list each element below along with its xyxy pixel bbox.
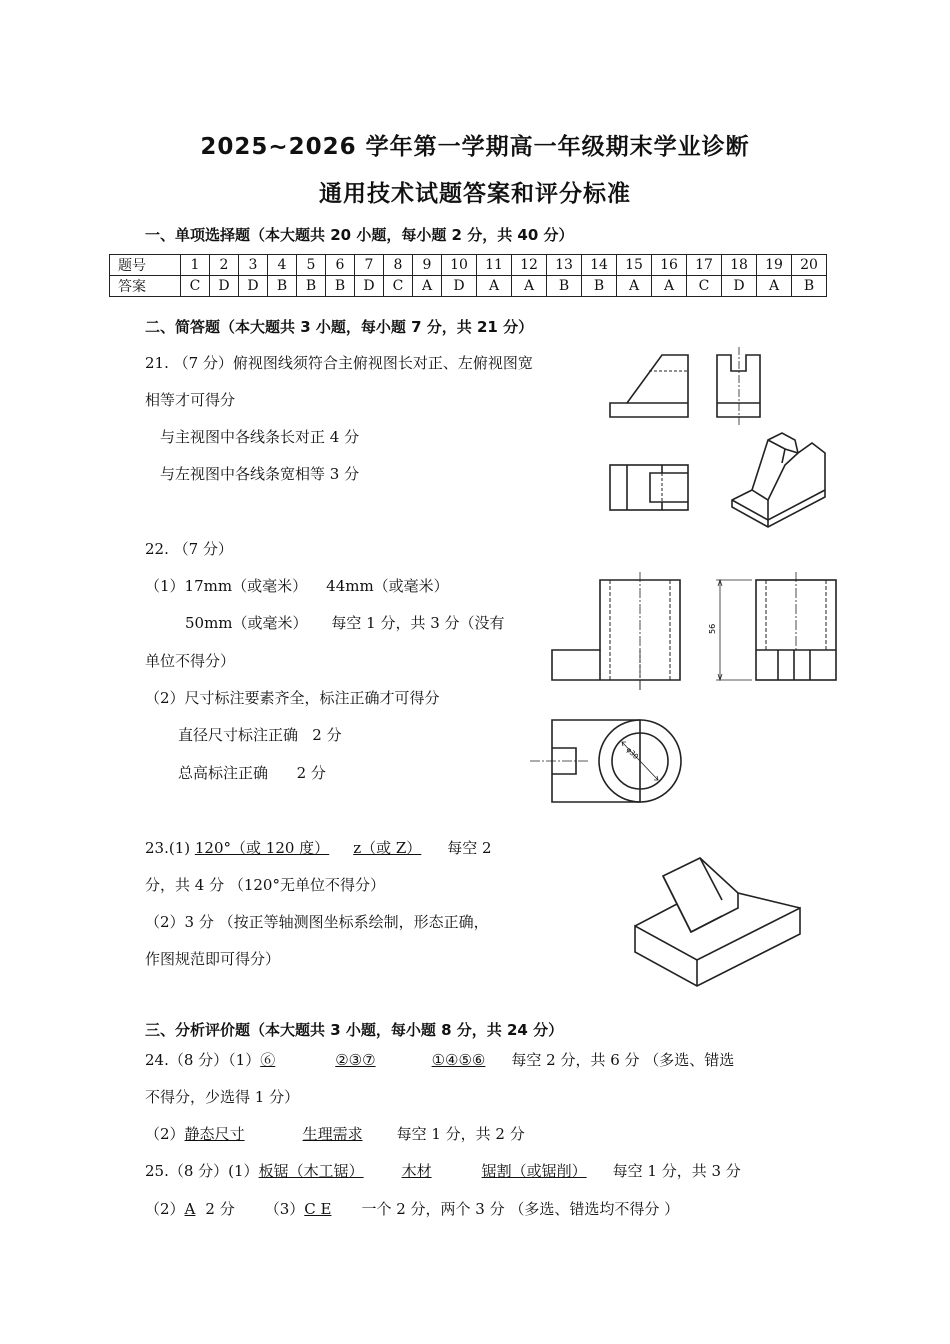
page-subtitle: 通用技术试题答案和评分标准 — [319, 181, 631, 207]
q22-line5: （2）尺寸标注要素齐全，标注正确才可得分 — [145, 689, 440, 707]
q24-part2-prefix: （2） — [145, 1125, 185, 1143]
q23-suffix: 每空 2 — [447, 839, 492, 857]
table-cell: C — [181, 276, 210, 297]
q25-blank2: 木材 — [401, 1162, 432, 1180]
q21-left-view — [717, 347, 760, 427]
q23-isometric-drawing — [625, 848, 815, 998]
table-cell: A — [413, 276, 442, 297]
q23-line4: 作图规范即可得分） — [145, 950, 281, 968]
table-cell: 13 — [547, 255, 582, 276]
q24-line2: 不得分，少选得 1 分） — [145, 1088, 300, 1106]
q25-blank3: 锯割（或锯削） — [481, 1162, 587, 1180]
q24-line3 — [145, 1123, 525, 1144]
q23-line3: （2）3 分 （按正等轴测图坐标系绘制，形态正确， — [145, 913, 489, 931]
q22-line1: 22. （7 分） — [145, 540, 233, 558]
q25-p3-suffix: 一个 2 分，两个 3 分 （多选、错选均不得分 ） — [361, 1200, 680, 1218]
table-cell: 18 — [722, 255, 757, 276]
q25-prefix: 25.（8 分）(1） — [145, 1162, 259, 1180]
q23-blank2: z（或 Z） — [353, 839, 422, 857]
table-cell: 4 — [268, 255, 297, 276]
q22-line6: 直径尺寸标注正确 2 分 — [178, 726, 342, 744]
table-cell: D — [239, 276, 268, 297]
section3-heading: 三、分析评价题（本大题共 3 小题，每小题 8 分，共 24 分） — [145, 1021, 564, 1039]
table-cell: D — [355, 276, 384, 297]
table-cell: C — [384, 276, 413, 297]
q21-top-view — [610, 465, 688, 510]
table-cell: A — [512, 276, 547, 297]
q21-line2: 相等才可得分 — [145, 391, 236, 409]
table-cell: B — [582, 276, 617, 297]
table-cell: B — [268, 276, 297, 297]
q22-diameter-dimension: φ30 — [624, 745, 640, 761]
table-cell: A — [652, 276, 687, 297]
question-number-row — [110, 255, 827, 276]
q22-front-view — [552, 572, 680, 690]
q25-blank4: A — [184, 1200, 196, 1218]
table-cell: 8 — [384, 255, 413, 276]
q25-blank1: 板锯（木工锯） — [258, 1162, 364, 1180]
table-header-cell: 题号 — [110, 255, 181, 276]
table-cell: 6 — [326, 255, 355, 276]
q24-line1 — [145, 1049, 734, 1070]
q24-blank3: ①④⑤⑥ — [431, 1051, 486, 1069]
q25-p2-prefix: （2） — [145, 1200, 185, 1218]
table-cell: 17 — [687, 255, 722, 276]
q22-line2: （1）17mm（或毫米） 44mm（或毫米） — [145, 577, 449, 595]
table-cell: 14 — [582, 255, 617, 276]
table-cell: 10 — [442, 255, 477, 276]
table-cell: 16 — [652, 255, 687, 276]
table-cell: 19 — [757, 255, 792, 276]
table-cell: D — [210, 276, 239, 297]
q24-blank2: ②③⑦ — [335, 1051, 376, 1069]
q22-line4: 单位不得分） — [145, 652, 236, 670]
table-cell: 1 — [181, 255, 210, 276]
table-cell: 20 — [792, 255, 827, 276]
q21-drawings — [600, 345, 840, 535]
q23-line1 — [145, 837, 492, 858]
q25-blank5: C E — [304, 1200, 332, 1218]
q24-suffix: 每空 2 分，共 6 分 （多选、错选 — [511, 1051, 735, 1069]
table-cell: A — [757, 276, 792, 297]
section2-heading: 二、简答题（本大题共 3 小题，每小题 7 分，共 21 分） — [145, 318, 534, 336]
q21-line4: 与左视图中各线条宽相等 3 分 — [160, 465, 360, 483]
table-cell: D — [722, 276, 757, 297]
q23-blank1: 120°（或 120 度） — [194, 839, 330, 857]
q24-part2-suffix: 每空 1 分，共 2 分 — [396, 1125, 525, 1143]
table-cell: 7 — [355, 255, 384, 276]
q23-prefix: 23.(1) — [145, 839, 195, 857]
table-cell: B — [297, 276, 326, 297]
table-header-cell: 答案 — [110, 276, 181, 297]
q22-line3: 50mm（或毫米） 每空 1 分，共 3 分（没有 — [185, 614, 505, 632]
answer-row — [110, 276, 827, 297]
q22-line7: 总高标注正确 2 分 — [178, 764, 326, 782]
q25-line2 — [145, 1198, 679, 1219]
table-cell: A — [617, 276, 652, 297]
table-cell: 9 — [413, 255, 442, 276]
q24-blank1: ⑥ — [260, 1051, 276, 1069]
table-cell: B — [547, 276, 582, 297]
q22-left-view — [716, 572, 836, 680]
q25-suffix: 每空 1 分，共 3 分 — [612, 1162, 741, 1180]
table-cell: 2 — [210, 255, 239, 276]
table-cell: A — [477, 276, 512, 297]
q22-drawings — [530, 572, 870, 807]
q21-line1: 21. （7 分）俯视图线须符合主俯视图长对正、左俯视图宽 — [145, 354, 533, 372]
q21-isometric-view — [732, 433, 825, 527]
table-cell: 11 — [477, 255, 512, 276]
q25-line1 — [145, 1160, 741, 1181]
table-cell: 5 — [297, 255, 326, 276]
q25-p3-prefix: （3） — [264, 1200, 305, 1218]
q24-prefix: 24.（8 分）（1） — [145, 1051, 261, 1069]
q23-line2: 分，共 4 分 （120°无单位不得分） — [145, 876, 385, 894]
answer-table — [109, 254, 827, 297]
q21-line3: 与主视图中各线条长对正 4 分 — [160, 428, 360, 446]
q25-p2-score: 2 分 — [205, 1200, 235, 1218]
table-cell: C — [687, 276, 722, 297]
table-cell: 3 — [239, 255, 268, 276]
table-cell: B — [792, 276, 827, 297]
table-cell: B — [326, 276, 355, 297]
table-cell: D — [442, 276, 477, 297]
q22-height-dimension: 56 — [708, 623, 717, 634]
q24-blank4: 静态尺寸 — [184, 1125, 245, 1143]
q22-top-view — [530, 720, 681, 802]
table-cell: 15 — [617, 255, 652, 276]
q24-blank5: 生理需求 — [302, 1125, 363, 1143]
section1-heading: 一、单项选择题（本大题共 20 小题，每小题 2 分，共 40 分） — [145, 226, 574, 244]
page-title: 2025~2026 学年第一学期高一年级期末学业诊断 — [200, 134, 750, 160]
table-cell: 12 — [512, 255, 547, 276]
q21-front-view — [610, 355, 688, 417]
